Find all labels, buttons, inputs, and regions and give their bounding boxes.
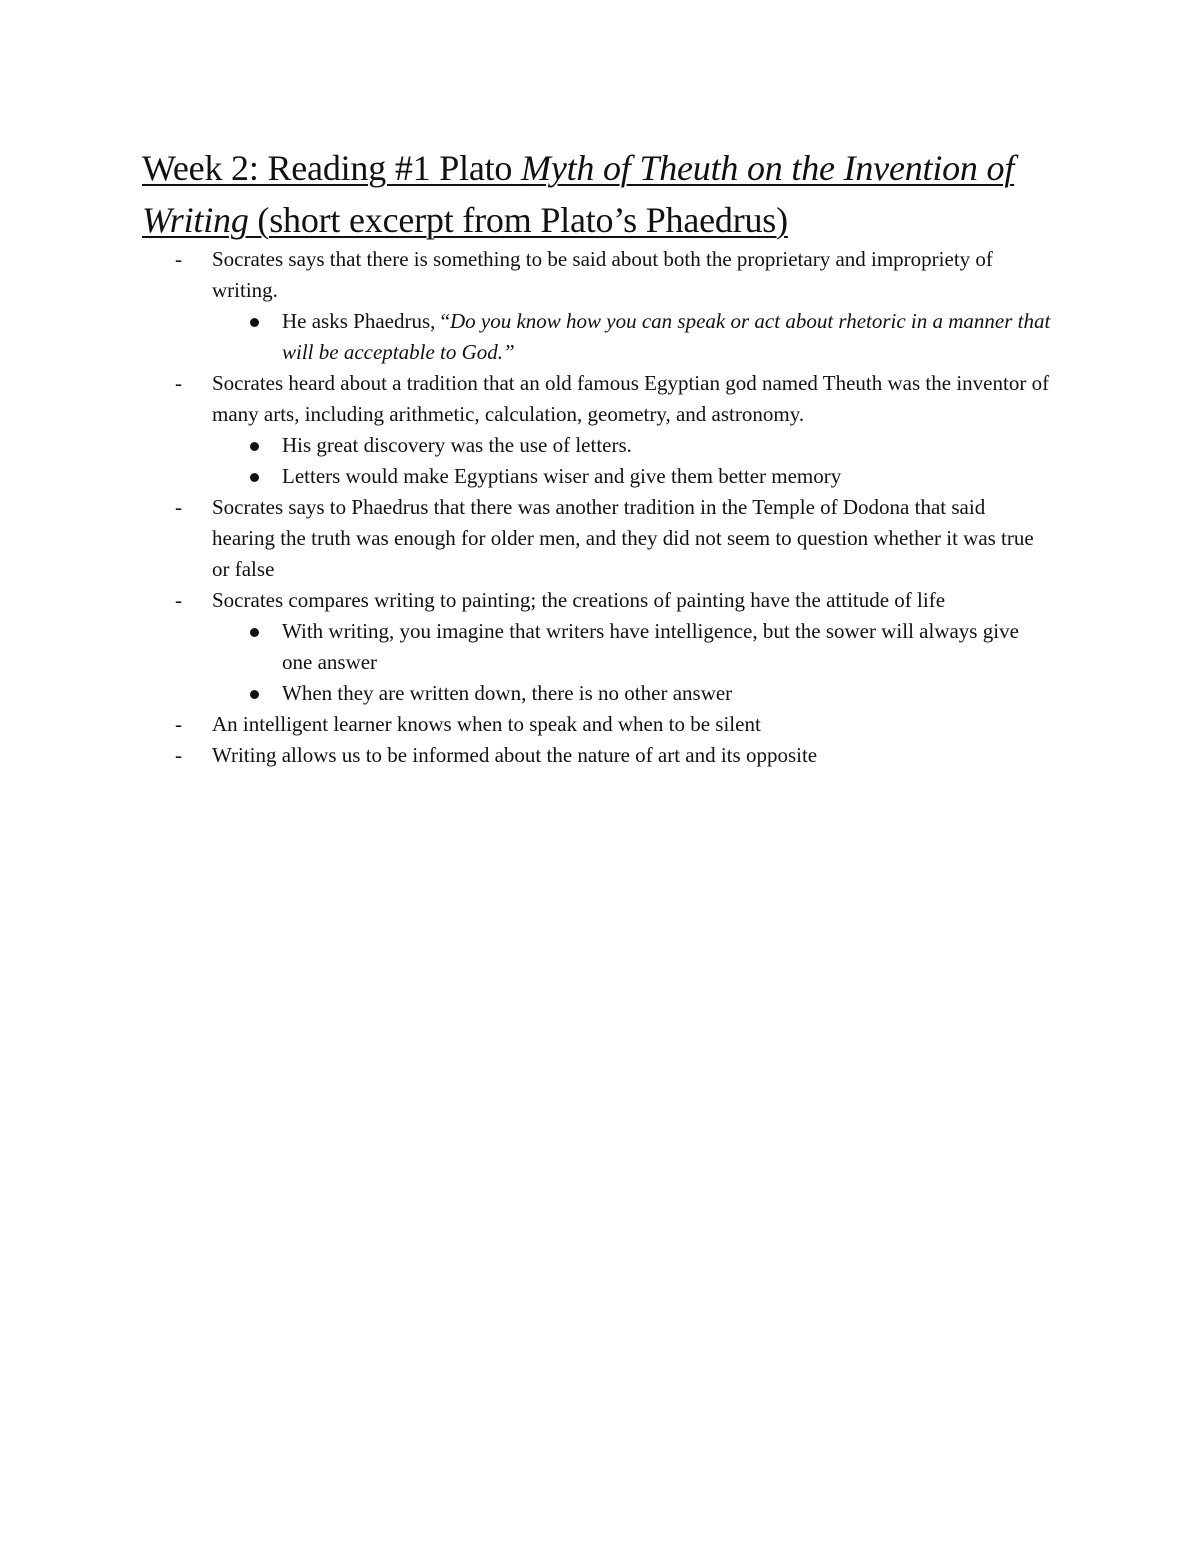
note-text: Socrates compares writing to painting; the creations of painting have the attitude of life — [212, 588, 946, 612]
bullet-icon — [250, 442, 259, 451]
note-text: Socrates heard about a tradition that an old famous Egyptian god named Theuth was the inventor of many arts, including arithmetic, calculation, geometry, and astronomy. — [212, 371, 1050, 426]
sub-item — [212, 461, 1052, 492]
sub-item — [212, 678, 1052, 709]
quote-close: ” — [503, 340, 515, 364]
page-title — [142, 142, 1072, 246]
note-item — [172, 244, 1052, 368]
note-text: Writing allows us to be informed about the nature of art and its opposite — [212, 743, 818, 767]
note-item — [172, 585, 1052, 709]
sub-text: His great discovery was the use of letters. — [282, 433, 632, 457]
sub-text: Letters would make Egyptians wiser and give them better memory — [282, 464, 842, 488]
dash-marker: - — [175, 743, 182, 767]
title-text: Week 2: Reading #1 Plato — [142, 148, 522, 188]
bullet-icon — [250, 318, 259, 327]
notes-list — [172, 244, 1052, 771]
sub-item — [212, 430, 1052, 461]
sub-list — [212, 616, 1052, 709]
dash-marker: - — [175, 495, 182, 519]
dash-marker: - — [175, 371, 182, 395]
sub-list — [212, 306, 1052, 368]
sub-item — [212, 616, 1052, 678]
note-item — [172, 709, 1052, 740]
note-text: Socrates says to Phaedrus that there was another tradition in the Temple of Dodona that said hearing the truth was enough for older men, and they did not seem to question whether it was true or false — [212, 495, 1034, 581]
note-text: An intelligent learner knows when to speak and when to be silent — [212, 712, 761, 736]
sub-text: When they are written down, there is no other answer — [282, 681, 733, 705]
bullet-icon — [250, 690, 259, 699]
note-item — [172, 492, 1052, 585]
title-italic-text: Myth of Theuth on the Invention of Writing — [142, 148, 1015, 240]
sub-text: He asks Phaedrus, “ — [282, 309, 450, 333]
title-subtitle-text: (short excerpt from Plato’s Phaedrus) — [248, 200, 788, 240]
bullet-icon — [250, 628, 259, 637]
sub-list — [212, 430, 1052, 492]
note-text: Socrates says that there is something to be said about both the proprietary and impropriety of writing. — [212, 247, 993, 302]
sub-text: With writing, you imagine that writers have intelligence, but the sower will always give one answer — [282, 619, 1019, 674]
dash-marker: - — [175, 588, 182, 612]
dash-marker: - — [175, 247, 182, 271]
quote-text: Do you know how you can speak or act about rhetoric in a manner that will be acceptable to God. — [282, 309, 1051, 364]
sub-item — [212, 306, 1052, 368]
bullet-icon — [250, 473, 259, 482]
note-item — [172, 368, 1052, 492]
note-item — [172, 740, 1052, 771]
dash-marker: - — [175, 712, 182, 736]
